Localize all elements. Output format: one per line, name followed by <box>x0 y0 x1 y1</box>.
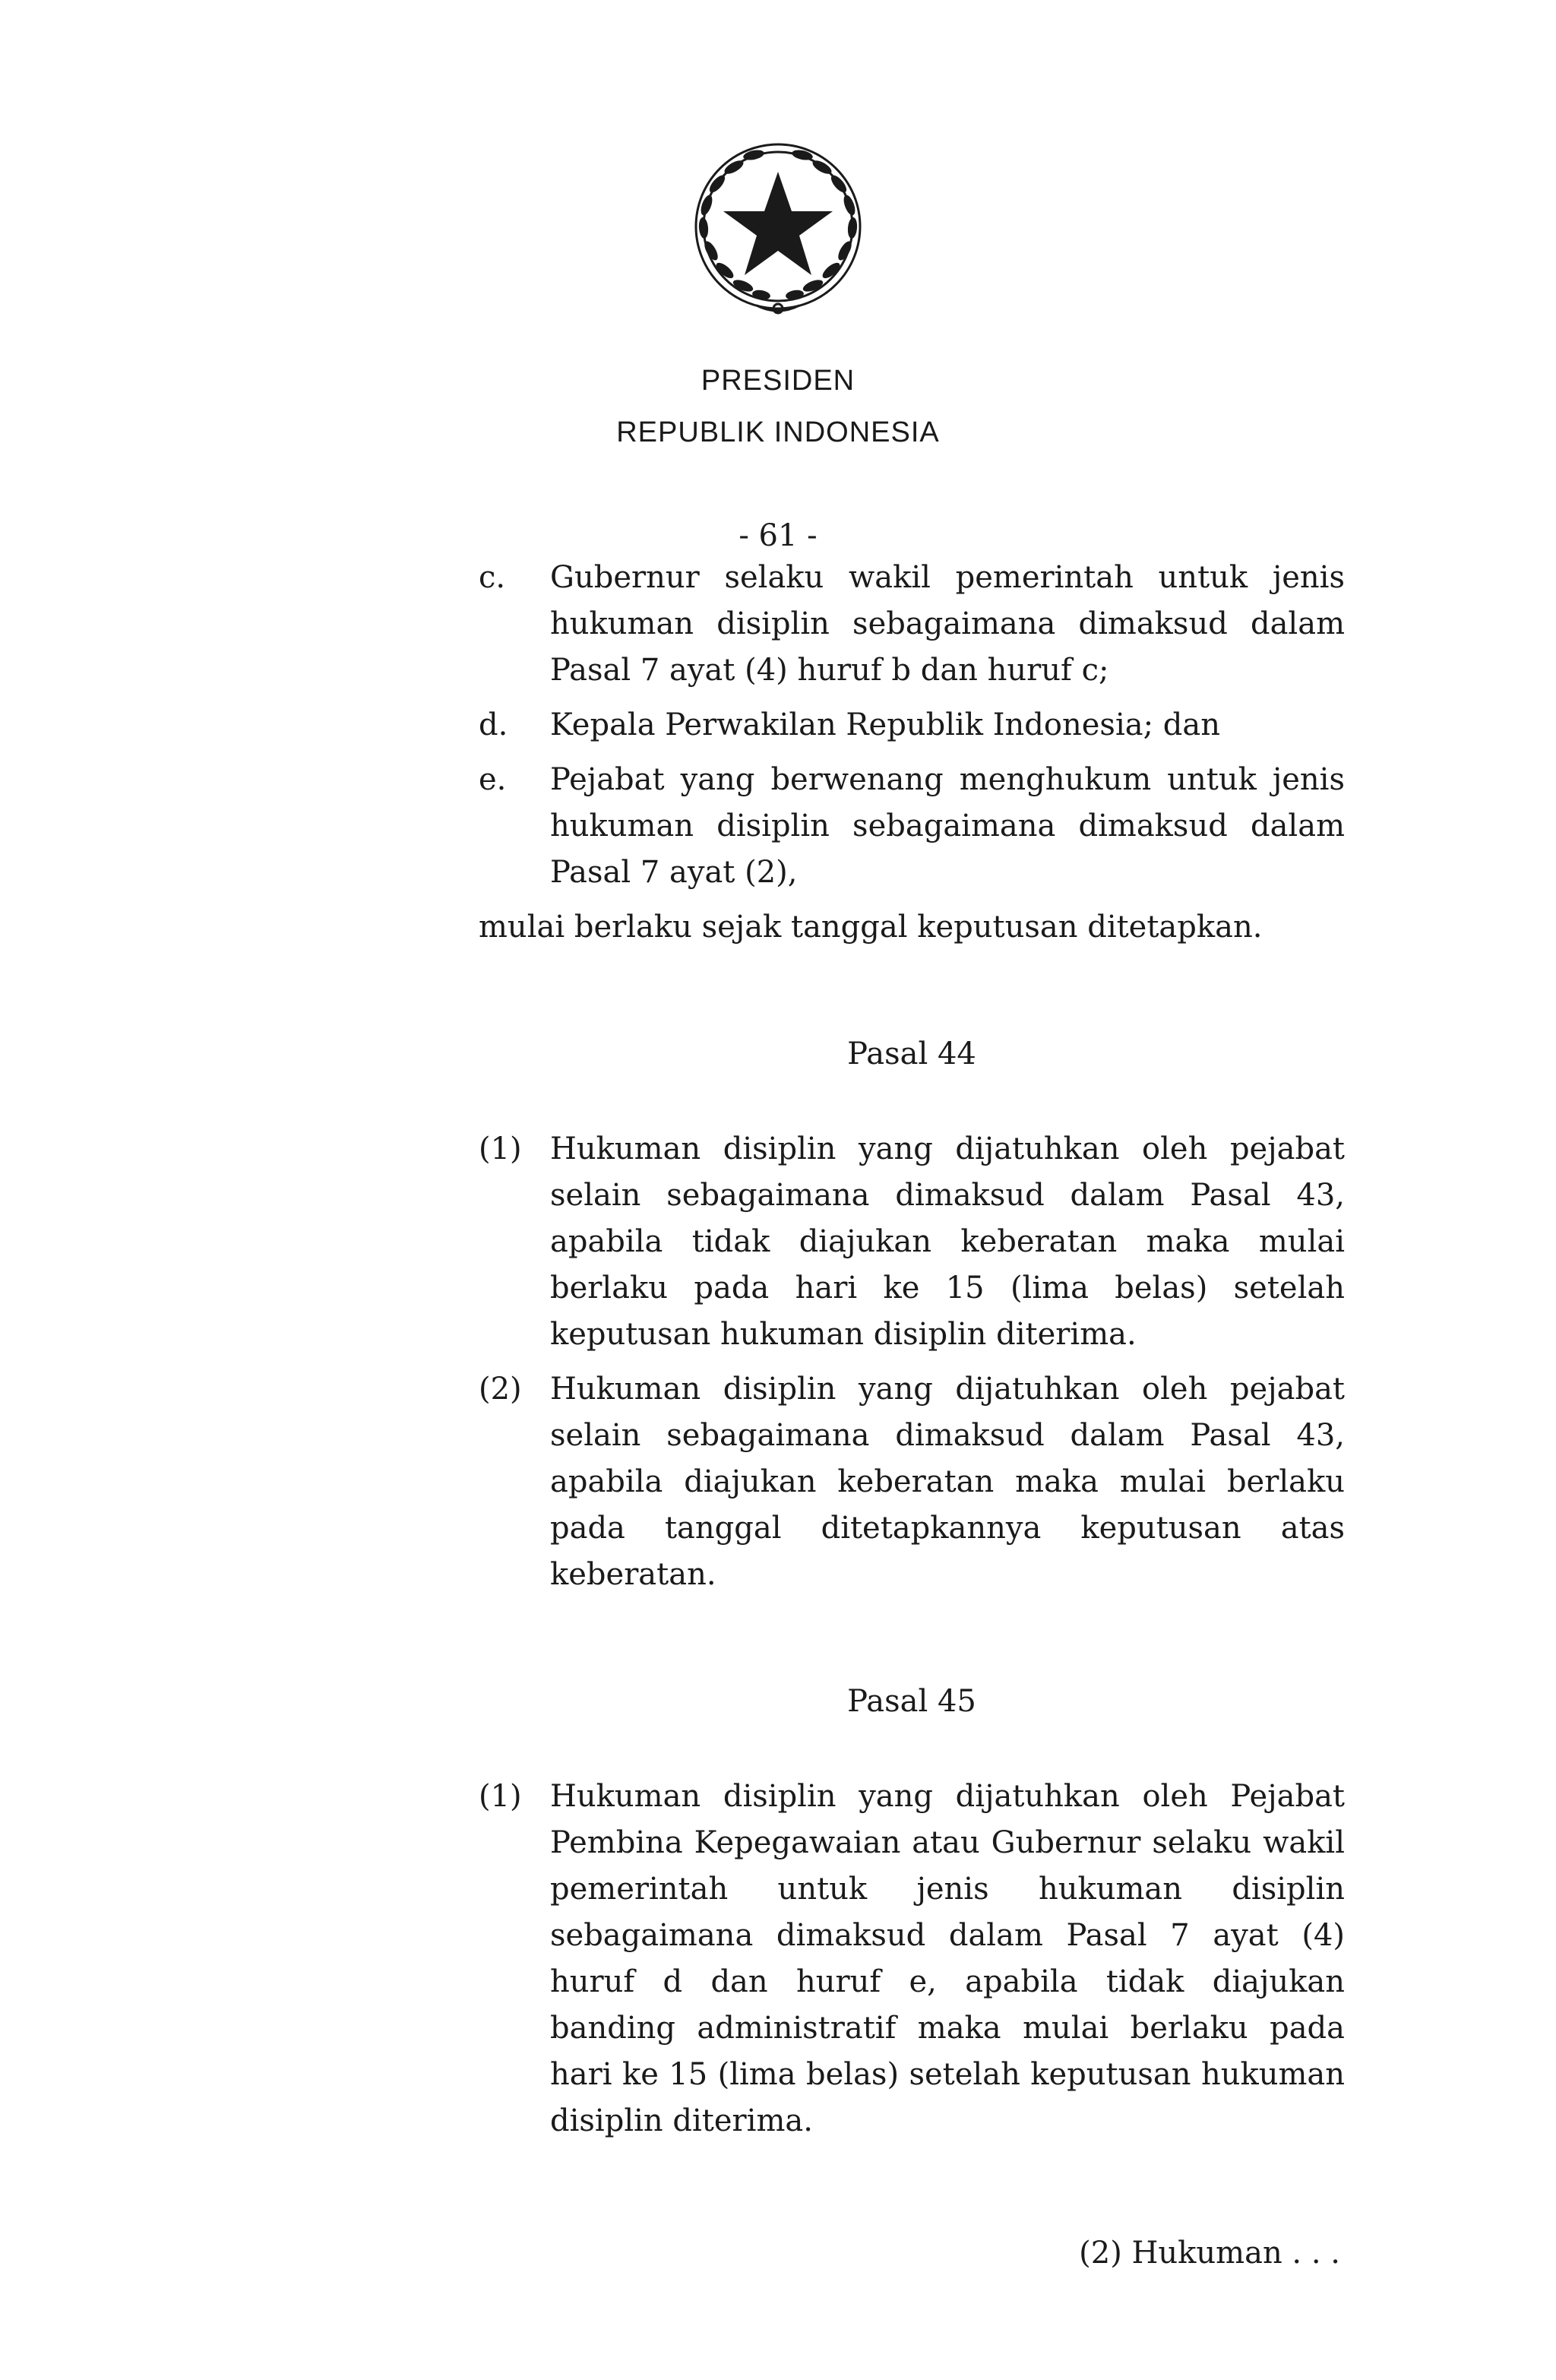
paragraph-text: Hukuman disiplin yang dijatuhkan oleh pejabat selain sebagaimana dimaksud dalam Pasal 43, apabila diajukan keberatan maka mulai berlaku pada tanggal ditetapkannya keputusan atas keberatan. <box>550 1372 1345 1592</box>
list-marker: d. <box>479 707 508 742</box>
paragraph <box>479 1774 1345 2144</box>
header-republik-indonesia: REPUBLIK INDONESIA <box>616 416 940 448</box>
list-text: Gubernur selaku wakil pemerintah untuk jenis hukuman disiplin sebagaimana dimaksud dalam Pasal 7 ayat (4) huruf b dan huruf c; <box>550 560 1345 688</box>
article-title-text: Pasal 45 <box>847 1684 976 1719</box>
paragraph-marker: (1) <box>479 1779 522 1814</box>
list-item <box>479 702 1345 748</box>
paragraph <box>479 1366 1345 1598</box>
header-presiden: PRESIDEN <box>701 365 855 397</box>
list-marker: c. <box>479 560 506 595</box>
closing-text: mulai berlaku sejak tanggal keputusan ditetapkan. <box>479 910 1263 945</box>
page-number: - 61 - <box>738 518 818 553</box>
paragraph <box>479 1126 1345 1358</box>
list-marker: e. <box>479 762 507 797</box>
list-item <box>479 555 1345 694</box>
paragraph-marker: (1) <box>479 1131 522 1166</box>
paragraph-text: Hukuman disiplin yang dijatuhkan oleh pejabat selain sebagaimana dimaksud dalam Pasal 43, apabila tidak diajukan keberatan maka mulai berlaku pada hari ke 15 (lima belas) setelah keputusan hukuman disiplin diterima. <box>550 1131 1345 1352</box>
next-page-reference: (2) Hukuman . . . <box>1079 2236 1340 2271</box>
article-title <box>479 1679 1345 1725</box>
list-text: Pejabat yang berwenang menghukum untuk jenis hukuman disiplin sebagaimana dimaksud dalam Pasal 7 ayat (2), <box>550 762 1345 890</box>
list-item <box>479 757 1345 896</box>
paragraph-marker: (2) <box>479 1372 522 1407</box>
list-text: Kepala Perwakilan Republik Indonesia; dan <box>550 707 1220 742</box>
document-body <box>479 555 1345 2153</box>
paragraph-text: Hukuman disiplin yang dijatuhkan oleh Pejabat Pembina Kepegawaian atau Gubernur selaku wakil pemerintah untuk jenis hukuman disiplin sebagaimana dimaksud dalam Pasal 7 ayat (4) huruf d dan huruf e, apabila tidak diajukan banding administratif maka mulai berlaku pada hari ke 15 (lima belas) setelah keputusan hukuman disiplin diterima. <box>550 1779 1345 2138</box>
article-title-text: Pasal 44 <box>847 1037 976 1071</box>
article-title <box>479 1031 1345 1078</box>
presidential-emblem-icon <box>681 137 875 331</box>
